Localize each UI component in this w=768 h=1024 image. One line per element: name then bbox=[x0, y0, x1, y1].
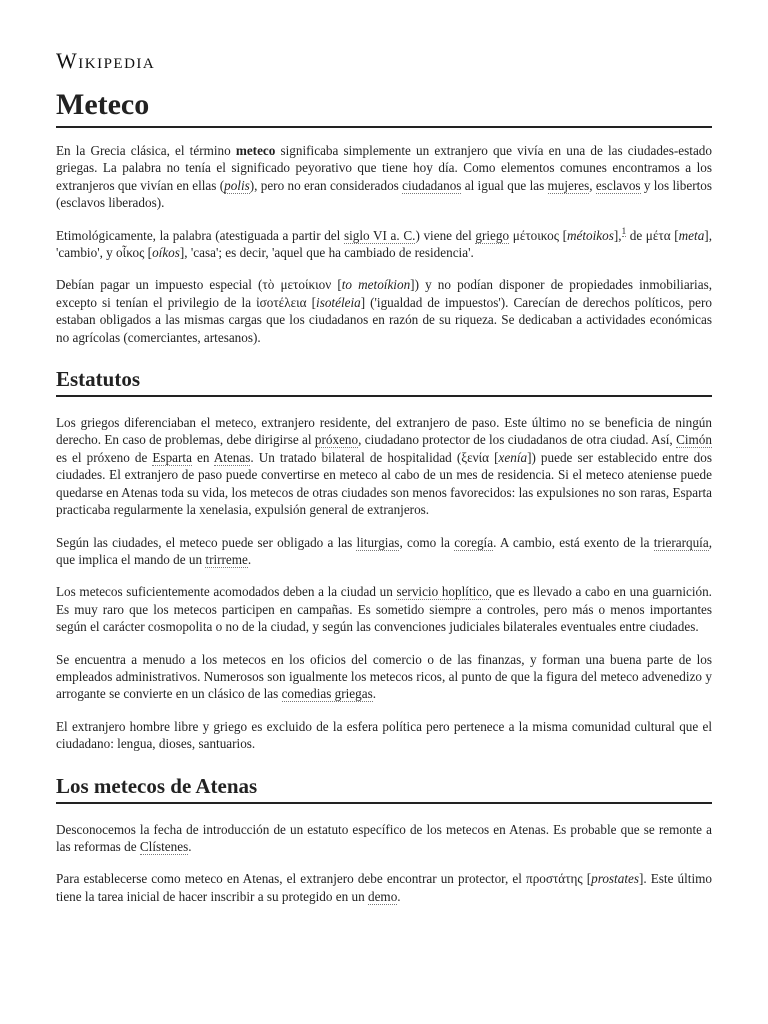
link-proxeno[interactable]: próxeno bbox=[314, 432, 359, 448]
link-mujeres[interactable]: mujeres bbox=[547, 177, 590, 193]
atenas-paragraph-2: Para establecerse como meteco en Atenas, el extranjero debe encontrar un protector, el προστάτης [prostates]. Este último tiene la tarea inicial de hacer inscribir a su protegido en un demo. bbox=[56, 871, 712, 904]
link-esclavos[interactable]: esclavos bbox=[595, 177, 641, 193]
link-griego[interactable]: griego bbox=[475, 227, 510, 243]
estatutos-paragraph-3: Los metecos suficientemente acomodados deben a la ciudad un servicio hoplítico, que es llevado a cabo en una guarnición. Es muy raro que los metecos participen en campañas. Es sometido siempre a controles, pero más o menos importantes según el carácter cosmopolita o no de la ciudad, y según las convenciones judiciales bilaterales eventuales entre ciudades. bbox=[56, 584, 712, 635]
page bbox=[56, 0, 712, 905]
estatutos-paragraph-1: Los griegos diferenciaban el meteco, extranjero residente, del extranjero de paso. Este último no se beneficia de ningún derecho. En caso de problemas, debe dirigirse al próxeno, ciudadano protector de los ciudadanos de otra ciudad. Así, Cimón es el próxeno de Esparta en Atenas. Un tratado bilateral de hospitalidad (ξενία [xenía]) puede ser establecido entre dos ciudades. El extranjero de paso puede convertirse en meteco al cabo de un mes de residencia. Si el meteco ateniense puede quedarse en Atenas toda su vida, los metecos de otras ciudades son menos favorecidos: las expulsiones no son raras, Esparta practicaba regularmente la xenelasia, expulsión general de extranjeros. bbox=[56, 415, 712, 518]
estatutos-paragraph-2: Según las ciudades, el meteco puede ser obligado a las liturgias, como la coregía. A cambio, está exento de la trierarquía, que implica el mando de un trirreme. bbox=[56, 534, 712, 567]
link-demo[interactable]: demo bbox=[367, 888, 398, 904]
link-liturgias[interactable]: liturgias bbox=[356, 534, 400, 550]
estatutos-paragraph-4: Se encuentra a menudo a los metecos en los oficios del comercio o de las finanzas, y forman una buena parte de los empleados administrativos. Numerosos son igualmente los metecos ricos, al punto de que la figura del meteco advenedizo y arrogante se convierte en un clásico de las comedias griegas. bbox=[56, 651, 712, 702]
page-title: Meteco bbox=[56, 88, 712, 128]
link-cimon[interactable]: Cimón bbox=[676, 432, 712, 448]
link-coregia[interactable]: coregía bbox=[454, 534, 494, 550]
wikipedia-wordmark[interactable]: Wikipedia bbox=[56, 48, 156, 73]
intro-paragraph-3: Debían pagar un impuesto especial (τὸ μετοίκιον [to metoíkion]) y no podían disponer de propiedades inmobiliarias, excepto si tenían el privilegio de la ἰσοτέλεια [isotéleia] ('igualdad de impuestos'). Carecían de derechos políticos, pero estaban obligados a las mismas cargas que los ciudadanos en razón de su riqueza. Se dedicaban a actividades económicas no agrícolas (comerciantes, artesanos). bbox=[56, 277, 713, 345]
link-trierarquia[interactable]: trierarquía bbox=[653, 534, 709, 550]
intro-paragraph-2: Etimológicamente, la palabra (atestiguada a partir del siglo VI a. C.) viene del griego μέτοικος [métoikos],$^1$ de μέτα [meta], 'cambio', y οἶκος [oíkos], 'casa'; es decir, 'aquel que ha cambiado de residencia'. bbox=[56, 226, 712, 261]
section-heading-estatutos: Estatutos bbox=[56, 366, 712, 397]
link-esparta[interactable]: Esparta bbox=[152, 449, 192, 465]
intro-paragraph-1: En la Grecia clásica, el término meteco significaba simplemente un extranjero que vivía en una de las ciudades-estado griegas. La palabra no tenía el significado peyorativo que tiene hoy día. Como elementos comunes encontramos a los extranjeros que vivían en ellas (polis), pero no eran considerados ciudadanos al igual que las mujeres, esclavos y los libertos (esclavos liberados). bbox=[56, 143, 713, 211]
bold-term: meteco bbox=[235, 143, 276, 158]
estatutos-paragraph-5: El extranjero hombre libre y griego es excluido de la esfera política pero pertenece a la misma comunidad cultural que el ciudadano: lengua, dioses, santuarios. bbox=[56, 718, 712, 752]
link-polis[interactable]: polis bbox=[224, 177, 250, 193]
link-servicio-hoplitico[interactable]: servicio hoplítico bbox=[396, 584, 489, 600]
reference-1[interactable]: 1 bbox=[621, 226, 627, 237]
link-atenas[interactable]: Atenas bbox=[213, 449, 251, 465]
section-heading-atenas: Los metecos de Atenas bbox=[56, 773, 712, 804]
link-clistenes[interactable]: Clístenes bbox=[139, 838, 189, 854]
link-ciudadanos[interactable]: ciudadanos bbox=[402, 177, 462, 193]
atenas-paragraph-1: Desconocemos la fecha de introducción de un estatuto específico de los metecos en Atenas. Es probable que se remonte a las reformas de Clístenes. bbox=[56, 821, 712, 854]
link-trirreme[interactable]: trirreme bbox=[205, 551, 248, 567]
link-siglo-vi[interactable]: siglo VI a. C. bbox=[343, 227, 416, 243]
link-comedias-griegas[interactable]: comedias griegas bbox=[281, 686, 373, 702]
